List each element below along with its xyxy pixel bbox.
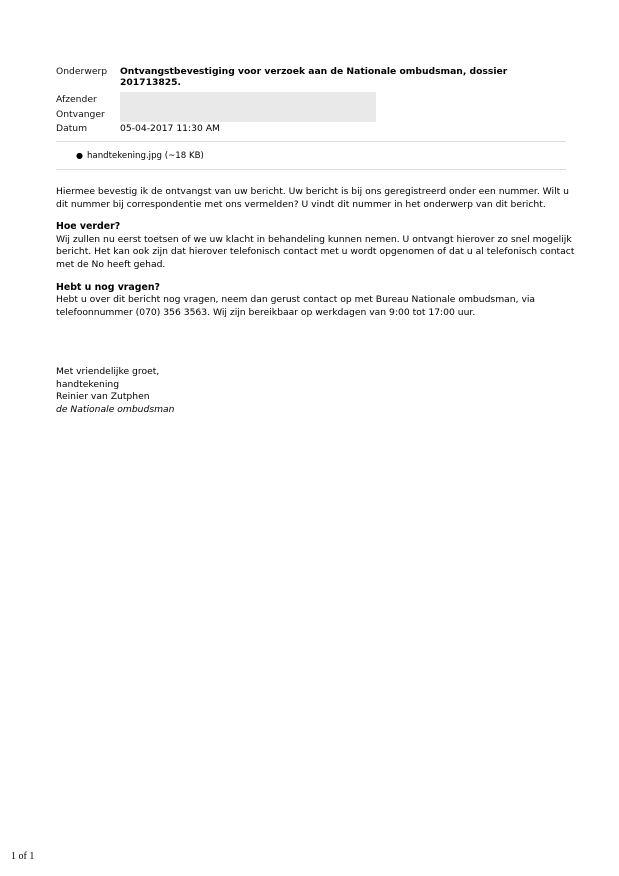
redacted-sender-recipient-block — [120, 92, 376, 122]
page-indicator: 1 of 1 — [11, 851, 35, 862]
attachment-list — [76, 150, 204, 162]
signature-block — [56, 366, 175, 416]
sender-label: Afzender — [56, 94, 97, 105]
header-divider — [56, 141, 566, 142]
date-row — [56, 122, 566, 136]
signature-organization: de Nationale ombudsman — [56, 403, 175, 415]
date-label: Datum — [56, 123, 88, 134]
subject-value: Ontvangstbevestiging voor verzoek aan de Nationale ombudsman, dossier 201713825. — [120, 66, 508, 88]
subject-label: Onderwerp — [56, 66, 108, 77]
signature-image-alt: handtekening — [56, 378, 120, 390]
email-body — [56, 186, 576, 329]
date-value: 05-04-2017 11:30 AM — [120, 123, 220, 134]
attachment-divider — [56, 169, 566, 170]
attachment-name[interactable]: handtekening.jpg — [86, 151, 162, 161]
recipient-label: Ontvanger — [56, 109, 105, 120]
section-heading-questions: Hebt u nog vragen? — [56, 281, 160, 293]
section-heading-next-steps: Hoe verder? — [56, 221, 121, 233]
next-steps-paragraph: Wij zullen nu eerst toetsen of we uw klacht in behandeling kunnen nemen. U ontvangt hierover zo snel mogelijk bericht. Het kan ook zijn dat hierover telefonisch contact met u wordt opgenomen of dat u al telefonisch contact met de No heeft gehad. — [56, 233, 575, 270]
email-header — [56, 66, 566, 136]
subject-row — [56, 66, 566, 92]
questions-paragraph: Hebt u over dit bericht nog vragen, neem dan gerust contact op met Bureau Nationale ombudsman, via telefoonnummer (070) 356 3563. Wij zijn bereikbaar op werkdagen van 9:00 tot 17:00 uur. — [56, 294, 536, 318]
attachment-item[interactable] — [76, 150, 204, 162]
bullet-icon: ● — [76, 151, 83, 160]
attachment-size: (~18 KB) — [164, 151, 204, 161]
signature-greeting: Met vriendelijke groet, — [56, 366, 160, 377]
intro-paragraph: Hiermee bevestig ik de ontvangst van uw bericht. Uw bericht is bij ons geregistreerd onder een nummer. Wilt u dit nummer bij correspondentie met ons vermelden? U vindt dit nummer in het onderwerp van dit bericht. — [56, 186, 569, 210]
signature-name: Reinier van Zutphen — [56, 391, 150, 403]
